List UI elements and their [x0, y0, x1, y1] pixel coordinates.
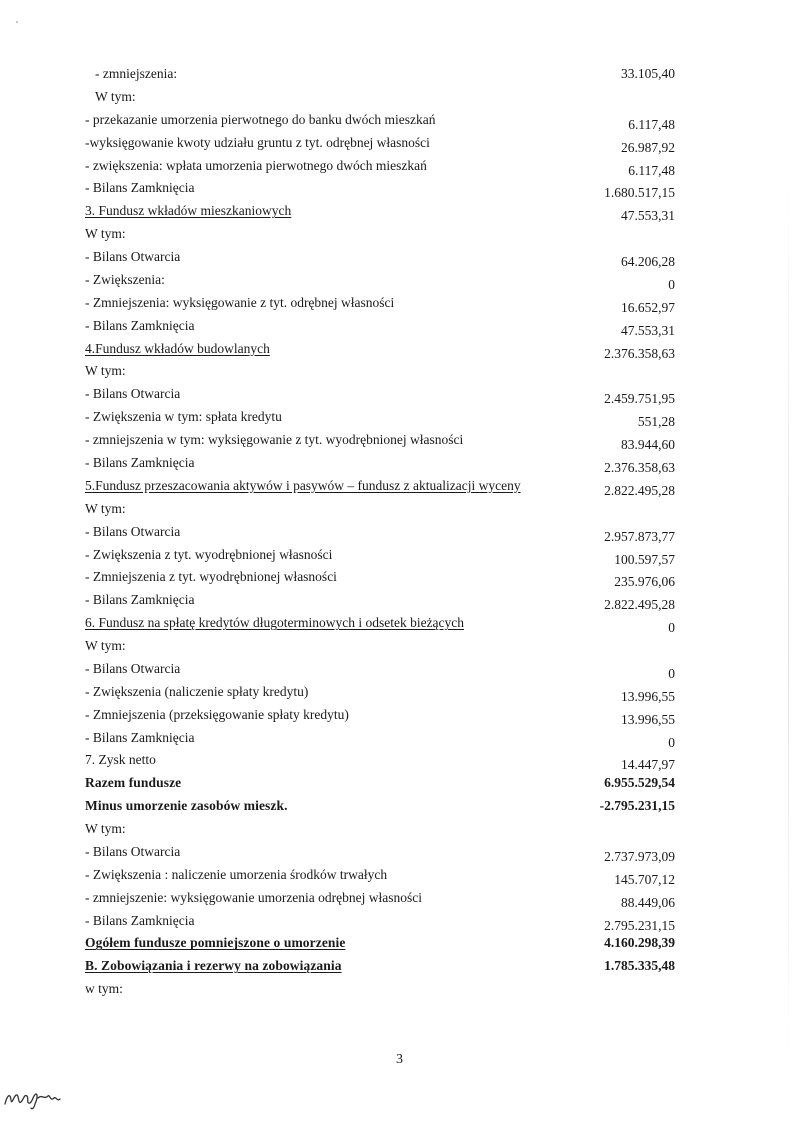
statement-row [85, 865, 675, 885]
statement-row [85, 178, 675, 201]
row-amount: 33.105,40 [621, 66, 675, 81]
statement-row [85, 956, 675, 976]
row-label: - Bilans Zamknięcia [85, 455, 195, 470]
row-label: - Bilans Otwarcia [85, 249, 181, 264]
statement-row [85, 796, 675, 816]
row-amount: 14.447,97 [621, 757, 675, 773]
row-label: - Zwiększenia z tyt. wyodrębnionej własności [85, 546, 333, 562]
statement-row [85, 636, 675, 656]
row-amount: 2.376.358,63 [604, 460, 675, 475]
statement-row [85, 316, 675, 336]
row-label: 6. Fundusz na spłatę kredytów długoterminowych i odsetek bieżących [85, 615, 465, 631]
page-number: 3 [396, 1052, 403, 1067]
row-label: - Bilans Zamknięcia [85, 729, 195, 745]
row-amount: 6.955.529,54 [604, 775, 675, 791]
row-amount: -2.795.231,15 [599, 798, 675, 814]
row-amount: 47.553,31 [621, 208, 675, 224]
statement-row [85, 705, 675, 725]
row-amount: 1.785.335,48 [604, 958, 675, 974]
row-amount: 235.976,06 [614, 574, 675, 590]
statement-row [85, 339, 675, 359]
handwritten-signature [2, 1082, 62, 1112]
row-amount: 2.957.873,77 [604, 528, 675, 544]
statement-row [85, 87, 675, 107]
row-label: Razem fundusze [85, 775, 182, 791]
row-label: - Zwiększenia w tym: spłata kredytu [85, 409, 282, 425]
statement-row [85, 110, 675, 130]
row-amount: 2.822.495,28 [604, 482, 675, 498]
row-label: W tym: [85, 638, 126, 653]
statement-row [85, 201, 675, 224]
row-amount: 4.160.298,39 [604, 935, 675, 951]
row-amount: 0 [668, 620, 675, 636]
statement-row [85, 567, 675, 590]
statement-row [85, 293, 675, 313]
row-amount: 0 [668, 665, 675, 681]
statement-row [85, 133, 675, 153]
statement-row [85, 407, 675, 430]
row-label: B. Zobowiązania i rezerwy na zobowiązania [85, 958, 342, 974]
statement-row [85, 453, 675, 473]
statement-row [85, 682, 675, 702]
scan-edge-shadow [788, 170, 789, 1070]
statement-row [85, 613, 675, 636]
statement-row [85, 270, 675, 290]
statement-row [85, 64, 675, 84]
row-amount: 551,28 [637, 414, 675, 430]
row-label: - Bilans Otwarcia [85, 843, 181, 859]
row-label: 3. Fundusz wkładów mieszkaniowych [85, 203, 292, 219]
row-label: Minus umorzenie zasobów mieszk. [85, 798, 288, 814]
row-amount: 26.987,92 [621, 139, 675, 155]
row-label: W tym: [85, 363, 126, 379]
row-label: - Bilans Otwarcia [85, 660, 181, 676]
statement-row [85, 819, 675, 839]
row-label: W tym: [85, 821, 126, 836]
statement-row [85, 224, 675, 244]
statement-row [85, 499, 675, 519]
row-amount: 2.737.973,09 [604, 848, 675, 864]
row-label: - Bilans Otwarcia [85, 386, 181, 402]
statement-row [85, 933, 675, 953]
row-amount: 13.996,55 [621, 711, 675, 727]
row-label: - Zwiększenia: [85, 271, 165, 287]
statement-row [85, 728, 675, 748]
row-label: -wyksięgowanie kwoty udziału gruntu z tyt. odrębnej własności [85, 134, 430, 150]
statement-row [85, 659, 675, 679]
statement-row [85, 979, 675, 999]
statement-row [85, 430, 675, 453]
statement-row [85, 773, 675, 793]
row-amount: 2.376.358,63 [604, 345, 675, 361]
row-amount: 13.996,55 [621, 688, 675, 704]
row-label: - Bilans Zamknięcia [85, 180, 195, 196]
row-label: - Zmniejszenia (przeksięgowanie spłaty kredytu) [85, 706, 349, 722]
statement-row [85, 476, 675, 496]
row-amount: 1.680.517,15 [604, 185, 675, 201]
statement-row [85, 522, 675, 542]
row-label: - zmniejszenia w tym: wyksięgowanie z tyt. wyodrębnionej własności [85, 432, 464, 448]
statement-row [85, 384, 675, 407]
statement-row [85, 911, 675, 931]
row-label: - przekazanie umorzenia pierwotnego do banku dwóch mieszkań [85, 111, 436, 127]
row-label: 7. Zysk netto [85, 752, 156, 768]
row-label: W tym: [85, 226, 126, 242]
row-label: Ogółem fundusze pomniejszone o umorzenie [85, 935, 346, 951]
row-amount: 6.117,48 [628, 162, 675, 178]
row-label: W tym: [95, 88, 136, 104]
statement-row [85, 590, 675, 613]
row-label: - Bilans Zamknięcia [85, 912, 195, 928]
row-amount: 100.597,57 [614, 551, 675, 567]
row-amount: 16.652,97 [621, 299, 675, 315]
row-amount: 83.944,60 [621, 437, 675, 453]
statement-row [85, 750, 675, 773]
row-amount: 0 [668, 734, 675, 750]
row-label: - Zmniejszenia z tyt. wyodrębnionej własności [85, 569, 337, 585]
row-label: W tym: [85, 500, 126, 516]
row-label: - zwiększenia: wpłata umorzenia pierwotnego dwóch mieszkań [85, 157, 427, 173]
row-amount: 6.117,48 [628, 116, 675, 132]
row-amount: 2.459.751,95 [604, 391, 675, 407]
row-label: - zmniejszenie: wyksięgowanie umorzenia odrębnej własności [85, 889, 423, 905]
row-label: - Zwiększenia (naliczenie spłaty kredytu) [85, 683, 309, 699]
row-label: - Zmniejszenia: wyksięgowanie z tyt. odrębnej własności [85, 294, 395, 310]
row-amount: 2.795.231,15 [604, 917, 675, 933]
statement-row [85, 361, 675, 381]
statement-row [85, 247, 675, 267]
statement-row [85, 156, 675, 176]
row-amount: 47.553,31 [621, 322, 675, 338]
row-amount: 0 [668, 276, 675, 292]
row-label: 4.Fundusz wkładów budowlanych [85, 340, 270, 356]
row-label: w tym: [85, 981, 123, 997]
row-amount: 2.822.495,28 [604, 597, 675, 613]
row-label: 5.Fundusz przeszacowania aktywów i pasywów – fundusz z aktualizacji wyceny [85, 477, 521, 493]
row-label: - Bilans Otwarcia [85, 523, 181, 539]
row-amount: 88.449,06 [621, 894, 675, 910]
row-label: - Bilans Zamknięcia [85, 592, 195, 608]
statement-row [85, 888, 675, 908]
statement-row [85, 545, 675, 565]
row-label: - zmniejszenia: [95, 66, 178, 81]
scan-speck-marks [14, 10, 54, 30]
row-label: - Bilans Zamknięcia [85, 317, 195, 333]
row-amount: 64.206,28 [621, 254, 675, 269]
row-amount: 145.707,12 [614, 871, 675, 887]
row-label: - Zwiększenia : naliczenie umorzenia środków trwałych [85, 866, 388, 882]
statement-row [85, 842, 675, 862]
